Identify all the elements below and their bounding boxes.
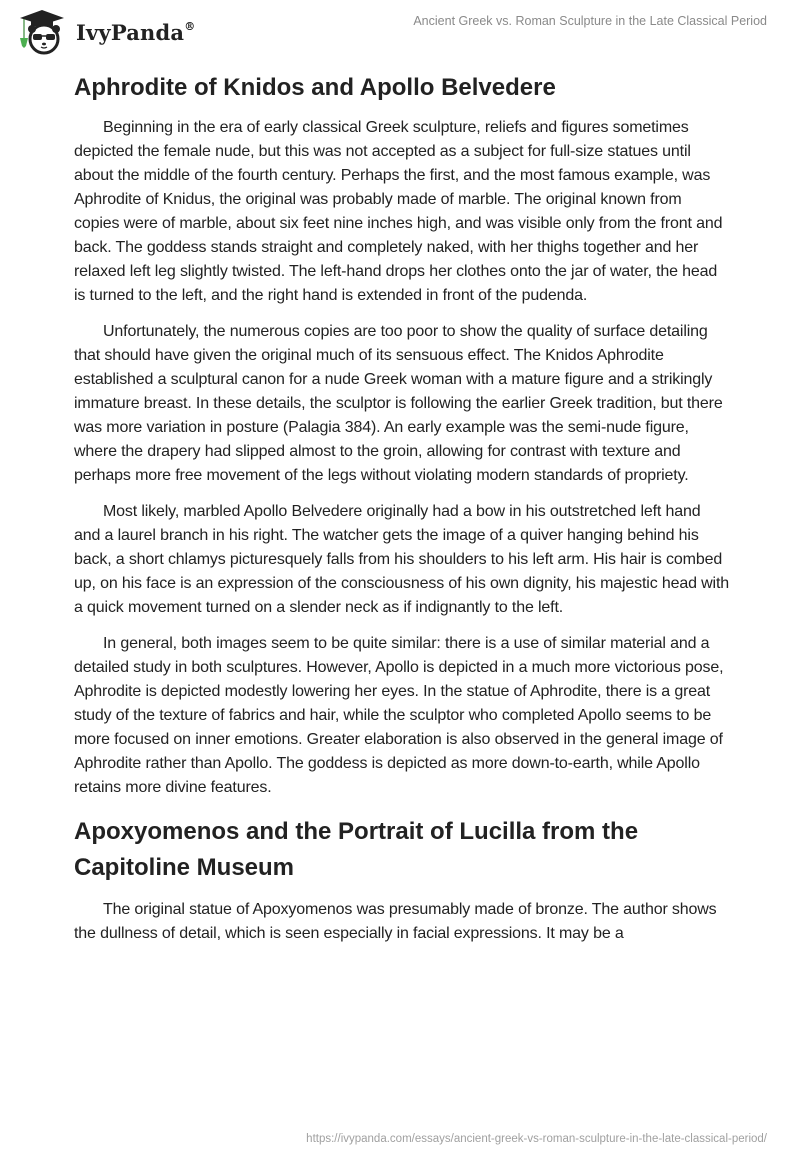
logo-text: IvyPanda®	[76, 19, 196, 45]
paragraph: In general, both images seem to be quite similar: there is a use of similar material and a detailed study in both sculptures. However, Apollo is depicted in a much more victorious pose, Aphrodite is depicted modestly lowering her eyes. In the statue of Aphrodite, there is a great study of the texture of fabrics and hair, while the sculptor who completed Apollo seems to be more focused on inner emotions. Greater elaboration is also observed in the general image of Aphrodite rather than Apollo. The goddess is depicted as more down-to-earth, while Apollo retains more divine features.	[74, 635, 724, 796]
paragraph: The original statue of Apoxyomenos was presumably made of bronze. The author shows the dullness of detail, which is seen especially in facial expressions. It may be a	[74, 901, 717, 942]
section-heading-aphrodite-apollo: Aphrodite of Knidos and Apollo Belvedere	[74, 74, 556, 101]
paragraph: Most likely, marbled Apollo Belvedere originally had a bow in his outstretched left hand and a laurel branch in his right. The watcher gets the image of a quiver hanging behind his back, a short chlamys picturesquely falls from his shoulders to his left arm. His hair is combed up, on his face is an expression of the consciousness of his own dignity, his majestic head with a quick movement turned on a slender neck as if indignantly to the left.	[74, 503, 729, 616]
ivypanda-logo[interactable]	[16, 8, 195, 56]
panda-graduate-icon	[16, 8, 68, 56]
page-header	[0, 0, 800, 56]
article-content	[74, 70, 730, 958]
paragraph: Unfortunately, the numerous copies are too poor to show the quality of surface detailing that should have given the original much of its sensuous effect. The Knidos Aphrodite established a sculptural canon for a nude Greek woman with a mature figure and a strikingly immature breast. In these details, the sculptor is following the earlier Greek tradition, but there was more variation in posture (Palagia 384). An early example was the semi-nude figure, where the drapery had slipped almost to the groin, allowing for contrast with texture and perhaps more free movement of the legs without violating modern standards of propriety.	[74, 323, 723, 484]
paragraph: Beginning in the era of early classical Greek sculpture, reliefs and figures sometimes depicted the female nude, but this was not accepted as a subject for full-size statues until about the middle of the fourth century. Perhaps the first, and the most famous example, was Aphrodite of Knidus, the original was probably made of marble. The original known from copies were of marble, about six feet nine inches high, and was visible only from the front and back. The goddess stands straight and completely naked, with her thighs together and her relaxed left leg slightly twisted. The left-hand drops her clothes onto the jar of water, the head is turned to the left, and the right hand is extended in front of the pudenda.	[74, 119, 723, 304]
document-title: Ancient Greek vs. Roman Sculpture in the Late Classical Period	[413, 14, 767, 28]
source-url[interactable]: https://ivypanda.com/essays/ancient-greek-vs-roman-sculpture-in-the-late-classical-period/	[306, 1133, 767, 1145]
section-heading-apoxyomenos-lucilla: Apoxyomenos and the Portrait of Lucilla from the Capitoline Museum	[74, 818, 639, 881]
